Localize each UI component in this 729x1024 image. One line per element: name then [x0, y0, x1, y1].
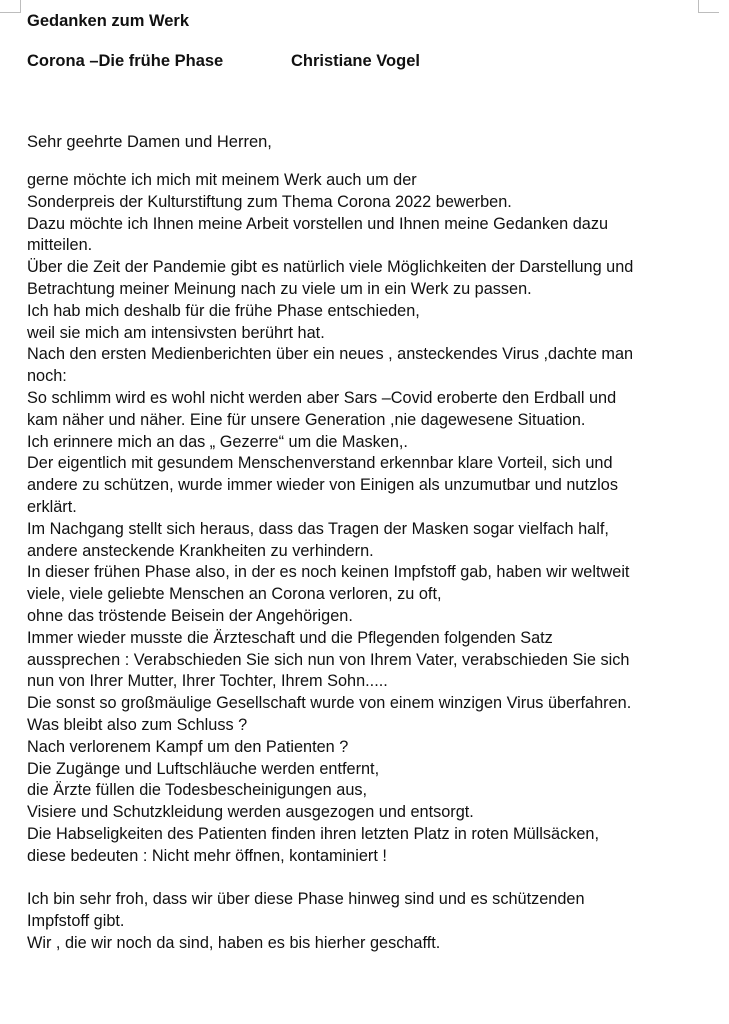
text-line: die Ärzte füllen die Todesbescheinigungen aus,: [27, 781, 368, 800]
text-line: Über die Zeit der Pandemie gibt es natürlich viele Möglichkeiten der Darstellung und: [27, 258, 634, 277]
text-line: Die Zugänge und Luftschläuche werden entfernt,: [27, 759, 380, 778]
text-line: Visiere und Schutzkleidung werden ausgezogen und entsorgt.: [27, 803, 474, 822]
letter-body: [27, 170, 722, 955]
text-line: In dieser frühen Phase also, in der es noch keinen Impfstoff gab, haben wir weltweit: [27, 563, 630, 582]
text-line: Dazu möchte ich Ihnen meine Arbeit vorstellen und Ihnen meine Gedanken dazu: [27, 214, 609, 233]
text-line: diese bedeuten : Nicht mehr öffnen, kontaminiert !: [27, 846, 387, 865]
document-author: Christiane Vogel: [291, 52, 420, 70]
text-line: Was bleibt also zum Schluss ?: [27, 715, 248, 734]
paragraph-gap: [27, 868, 722, 890]
text-line: nun von Ihrer Mutter, Ihrer Tochter, Ihrem Sohn.....: [27, 672, 388, 691]
text-line: noch:: [27, 367, 67, 386]
text-line: Ich hab mich deshalb für die frühe Phase entschieden,: [27, 301, 420, 320]
text-line: Sonderpreis der Kulturstiftung zum Thema Corona 2022 bewerben.: [27, 192, 512, 211]
text-line: Nach verlorenem Kampf um den Patienten ?: [27, 737, 349, 756]
text-line: Ich erinnere mich an das „ Gezerre“ um die Masken,.: [27, 432, 408, 451]
text-line: ohne das tröstende Beisein der Angehörigen.: [27, 606, 353, 625]
text-line: Der eigentlich mit gesundem Menschenverstand erkennbar klare Vorteil, sich und: [27, 454, 613, 473]
page-corner-mark-right: [698, 0, 719, 13]
text-line: aussprechen : Verabschieden Sie sich nun von Ihrem Vater, verabschieden Sie sich: [27, 650, 630, 669]
text-line: Immer wieder musste die Ärzteschaft und die Pflegenden folgenden Satz: [27, 628, 553, 647]
text-line: Betrachtung meiner Meinung nach zu viele um in ein Werk zu passen.: [27, 279, 532, 298]
text-line: Ich bin sehr froh, dass wir über diese Phase hinweg sind und es schützenden: [27, 890, 585, 909]
text-line: Nach den ersten Medienberichten über ein neues , ansteckendes Virus ,dachte man: [27, 345, 634, 364]
page-corner-mark-left: [0, 0, 21, 13]
letter-salutation: Sehr geehrte Damen und Herren,: [27, 133, 272, 151]
text-line: Impfstoff gibt.: [27, 912, 125, 931]
text-line: Die Habseligkeiten des Patienten finden ihren letzten Platz in roten Müllsäcken,: [27, 824, 599, 843]
text-line: kam näher und näher. Eine für unsere Generation ,nie dagewesene Situation.: [27, 410, 586, 429]
text-line: andere ansteckende Krankheiten zu verhindern.: [27, 541, 374, 560]
text-line: weil sie mich am intensivsten berührt hat.: [27, 323, 325, 342]
text-line: andere zu schützen, wurde immer wieder von Einigen als unzumutbar und nutzlos: [27, 476, 618, 495]
text-line: gerne möchte ich mich mit meinem Werk auch um der: [27, 171, 417, 189]
text-line: mitteilen.: [27, 236, 93, 255]
document-subtitle: Corona –Die frühe Phase: [27, 52, 224, 70]
document-header-title: Gedanken zum Werk: [27, 12, 189, 30]
text-line: erklärt.: [27, 497, 77, 516]
text-line: Im Nachgang stellt sich heraus, dass das Tragen der Masken sogar vielfach half,: [27, 519, 609, 538]
text-line: viele, viele geliebte Menschen an Corona verloren, zu oft,: [27, 585, 442, 604]
text-line: So schlimm wird es wohl nicht werden aber Sars –Covid eroberte den Erdball und: [27, 388, 617, 407]
text-line: Die sonst so großmäulige Gesellschaft wurde von einem winzigen Virus überfahren.: [27, 694, 632, 713]
text-line: Wir , die wir noch da sind, haben es bis hierher geschafft.: [27, 933, 441, 952]
